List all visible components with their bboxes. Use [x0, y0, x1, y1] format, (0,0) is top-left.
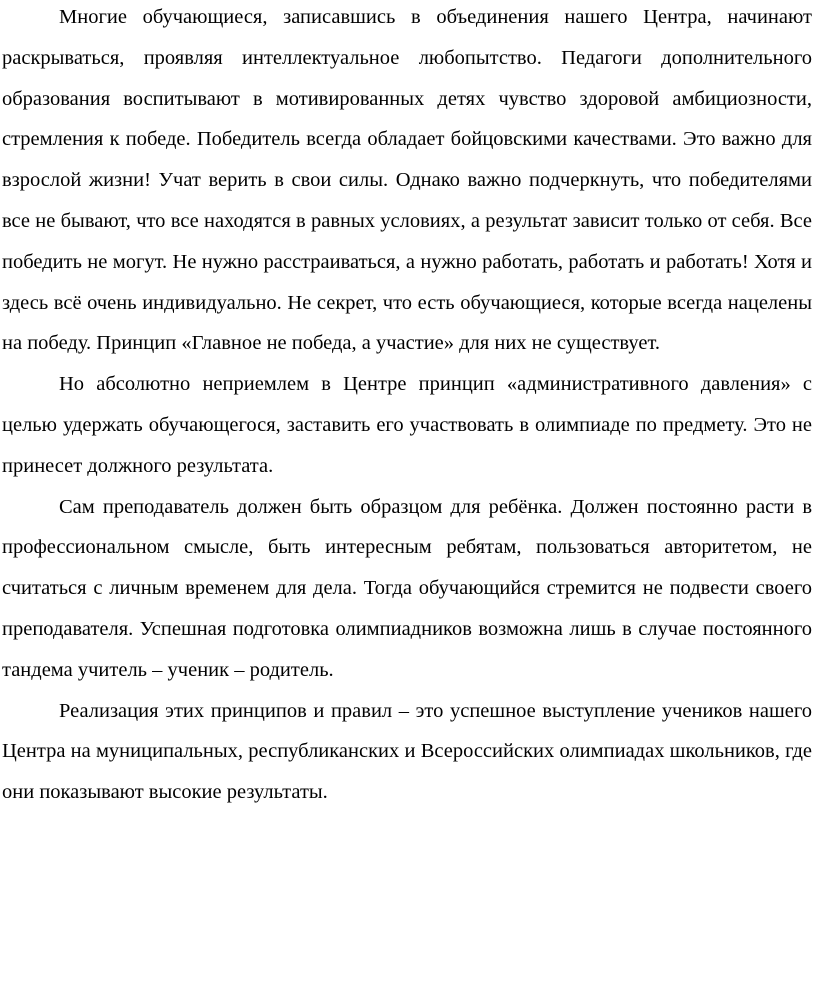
paragraph-results: Реализация этих принципов и правил – это успешное выступление учеников нашего Центра на муниципальных, республиканских и Всероссийских олимпиадах школьников, где они показывают высокие результаты.: [2, 699, 812, 804]
paragraph-motivation: Многие обучающиеся, записавшись в объединения нашего Центра, начинают раскрываться, проявляя интеллектуальное любопытство. Педагоги дополнительного образования воспитывают в мотивированных детях чувство здоровой амбициозности, стремления к победе. Победитель всегда обладает бойцовскими качествами. Это важно для взрослой жизни! Учат верить в свои силы. Однако важно подчеркнуть, что победителями все не бывают, что все находятся в равных условиях, а результат зависит только от себя. Все победить не могут. Не нужно расстраиваться, а нужно работать, работать и работать! Хотя и здесь всё очень индивидуально. Не секрет, что есть обучающиеся, которые всегда нацелены на победу. Принцип «Главное не победа, а участие» для них не существует.: [2, 6, 812, 355]
paragraph-teacher-role: Сам преподаватель должен быть образцом для ребёнка. Должен постоянно расти в профессиональном смысле, быть интересным ребятам, пользоваться авторитетом, не считаться с личным временем для дела. Тогда обучающийся стремится не подвести своего преподавателя. Успешная подготовка олимпиадников возможна лишь в случае постоянного тандема учитель – ученик – родитель.: [2, 495, 812, 681]
paragraph-no-pressure: Но абсолютно неприемлем в Центре принцип «административного давления» с целью удержать обучающегося, заставить его участвовать в олимпиаде по предмету. Это не принесет должного результата.: [2, 373, 812, 477]
